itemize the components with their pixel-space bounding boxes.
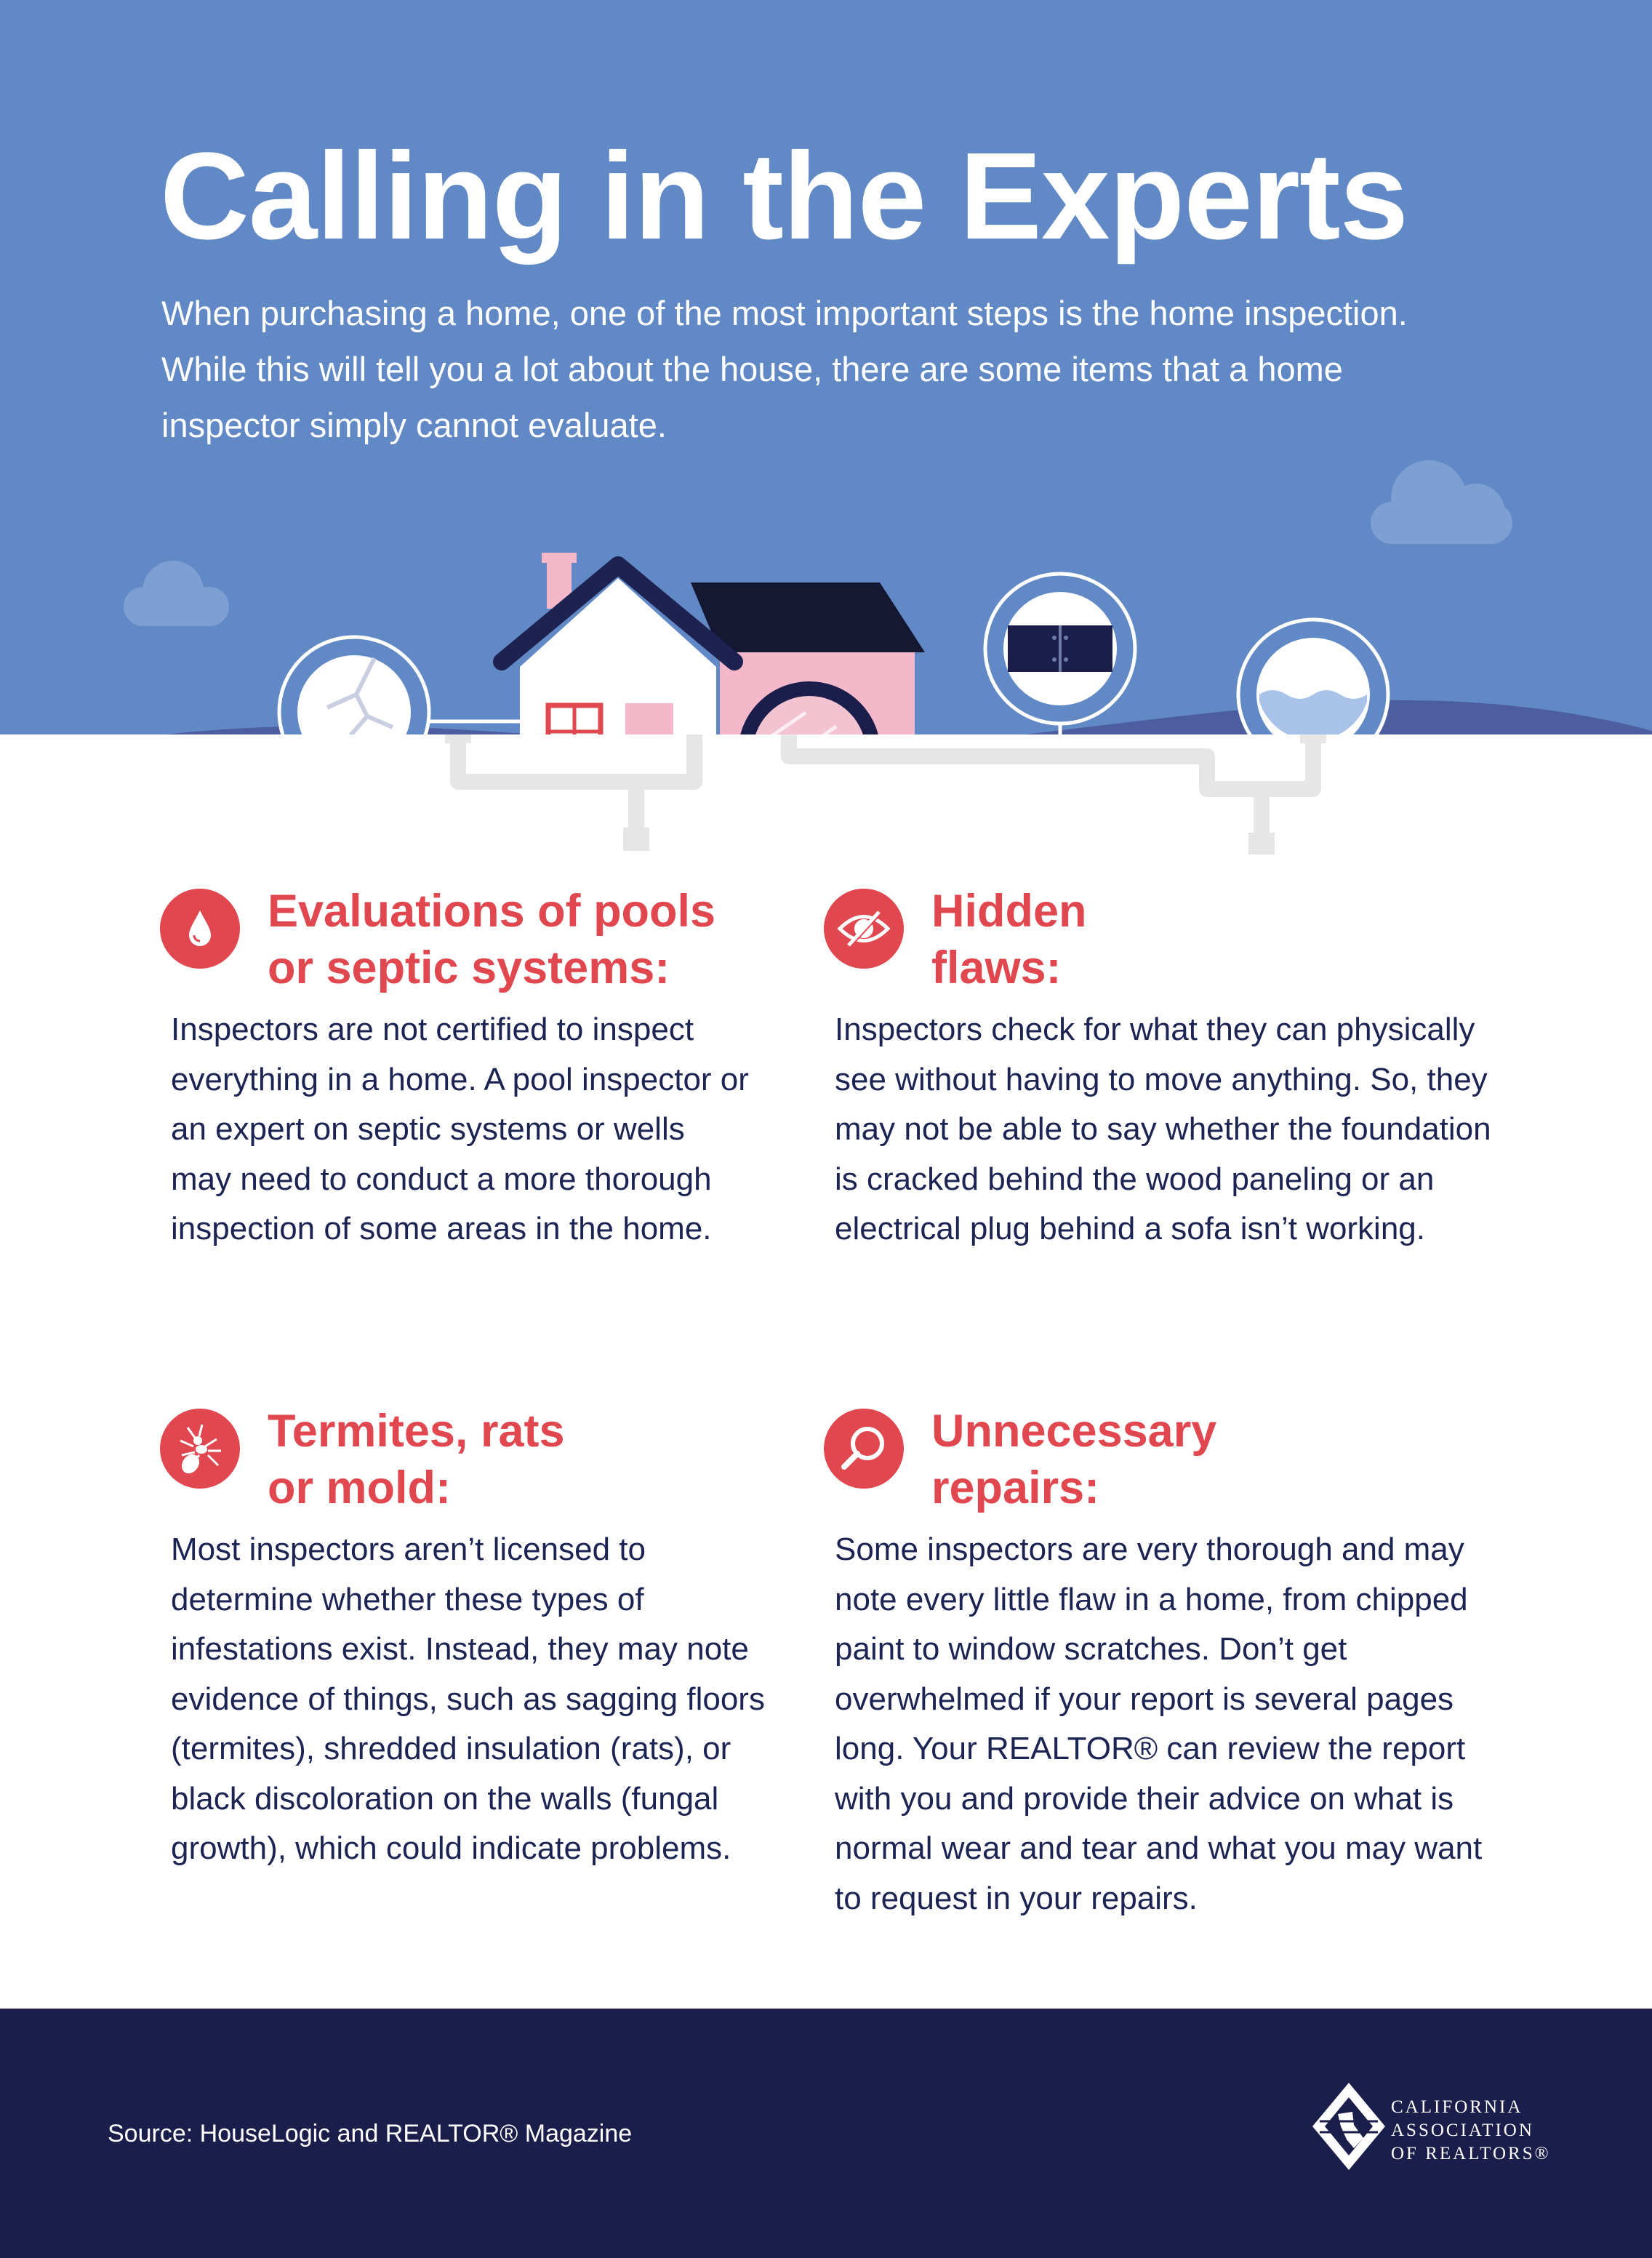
car-logo	[1309, 2081, 1571, 2183]
cloud-icon	[1371, 460, 1512, 544]
cloud-icon	[124, 561, 229, 626]
card-title: Termites, rats or mold:	[268, 1406, 565, 1513]
magnifier-icon	[824, 1409, 904, 1489]
hidden-eye-icon	[824, 889, 904, 969]
hero-banner	[0, 0, 1652, 734]
beam-icon	[985, 574, 1135, 724]
footer	[0, 2009, 1652, 2258]
info-card-unnecessary-repairs	[824, 1406, 1522, 1932]
info-card-hidden-flaws	[824, 886, 1522, 1296]
diamond-logo-icon	[1309, 2081, 1389, 2183]
logo-line: CALIFORNIA	[1391, 2097, 1523, 2117]
logo-line: ASSOCIATION	[1391, 2121, 1534, 2140]
card-title: Evaluations of pools or septic systems:	[268, 886, 716, 993]
info-card-termites-rats-mold	[160, 1406, 765, 1932]
pool-water-icon	[1238, 620, 1388, 734]
cracked-wall-icon	[279, 637, 429, 734]
intro-paragraph: When purchasing a home, one of the most important steps is the home inspection. While this will tell you a lot about the house, there are some items that a home inspector simply cannot evaluate.	[161, 294, 1408, 444]
card-body: Some inspectors are very thorough and may note every little flaw in a home, from chipped paint to window scratches. Don’t get overwhelmed if your report is several pages long. Your REALTOR® can review the report with you and provide their advice on what is normal wear and tear and what you may want to request in your repairs.	[835, 1532, 1483, 1916]
card-body: Inspectors check for what they can physically see without having to move anything. So, they may not be able to say whether the foundation is cracked behind the wood paneling or an electrical plug behind a sofa isn’t working.	[835, 1012, 1491, 1246]
page-title: Calling in the Experts	[160, 127, 1408, 265]
pipes-illustration	[0, 734, 1652, 858]
card-title: Hidden flaws:	[931, 886, 1087, 993]
card-title: Unnecessary repairs:	[931, 1406, 1217, 1513]
info-card-pools-septic	[160, 886, 763, 1296]
card-body: Most inspectors aren’t licensed to determine whether these types of infestations exist. Instead, they may note evidence of things, such as sagging floors (termites), shredded insulation (rats), or black discoloration on the walls (fungal growth), which could indicate problems.	[171, 1532, 765, 1866]
source-citation: Source: HouseLogic and REALTOR® Magazine	[108, 2120, 633, 2147]
logo-line: OF REALTORS®	[1391, 2144, 1551, 2163]
termite-icon	[160, 1409, 240, 1489]
water-drop-icon	[160, 889, 240, 969]
card-body: Inspectors are not certified to inspect everything in a home. A pool inspector or an expert on septic systems or wells may need to conduct a more thorough inspection of some areas in the home.	[171, 1012, 749, 1246]
